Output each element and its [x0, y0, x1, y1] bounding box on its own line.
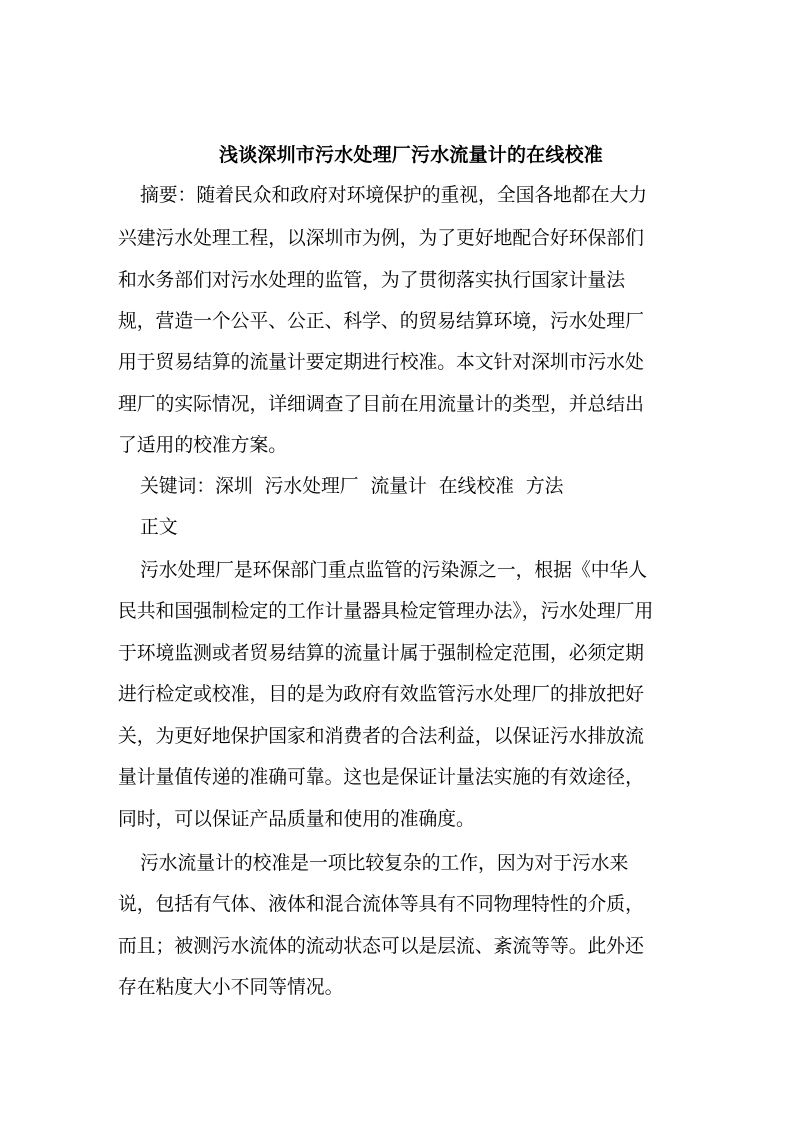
- paragraph-line: 同时，可以保证产品质量和使用的准确度。: [118, 809, 475, 830]
- paragraph-line: 存在粘度大小不同等情况。: [118, 977, 344, 998]
- paragraph-line: 而且；被测污水流体的流动状态可以是层流、紊流等等。此外还: [118, 936, 644, 957]
- section-heading: 正文: [140, 517, 178, 538]
- abstract-line: 和水务部们对污水处理的监管，为了贯彻落实执行国家计量法: [118, 270, 626, 291]
- abstract-line: 用于贸易结算的流量计要定期进行校准。本文针对深圳市污水处: [118, 352, 644, 373]
- paragraph-line: 污水处理厂是环保部门重点监管的污染源之一，根据《中华人: [140, 560, 648, 581]
- paragraph-line: 量计量值传递的准确可靠。这也是保证计量法实施的有效途径，: [118, 767, 644, 788]
- paragraph-line: 进行检定或校准，目的是为政府有效监管污水处理厂的排放把好: [118, 684, 644, 705]
- paragraph-line: 关，为更好地保护国家和消费者的合法利益，以保证污水排放流: [118, 726, 644, 747]
- abstract-line: 了适用的校准方案。: [118, 435, 288, 456]
- abstract-line: 摘要：随着民众和政府对环境保护的重视，全国各地都在大力: [140, 185, 648, 206]
- paragraph-line: 民共和国强制检定的工作计量器具检定管理办法》，污水处理厂用: [118, 601, 654, 622]
- abstract-line: 规，营造一个公平、公正、科学、的贸易结算环境，污水处理厂: [118, 311, 644, 332]
- paragraph-line: 污水流量计的校准是一项比较复杂的工作，因为对于污水来: [140, 853, 629, 874]
- document-title: 浅谈深圳市污水处理厂污水流量计的在线校准: [219, 144, 604, 166]
- abstract-line: 理厂的实际情况，详细调查了目前在用流量计的类型，并总结出: [118, 394, 644, 415]
- keywords: 关键词：深圳 污水处理厂 流量计 在线校准 方法: [140, 476, 564, 497]
- paragraph-line: 于环境监测或者贸易结算的流量计属于强制检定范围，必须定期: [118, 643, 644, 664]
- paragraph-line: 说，包括有气体、液体和混合流体等具有不同物理特性的介质，: [118, 894, 644, 915]
- abstract-line: 兴建污水处理工程，以深圳市为例，为了更好地配合好环保部们: [118, 228, 644, 249]
